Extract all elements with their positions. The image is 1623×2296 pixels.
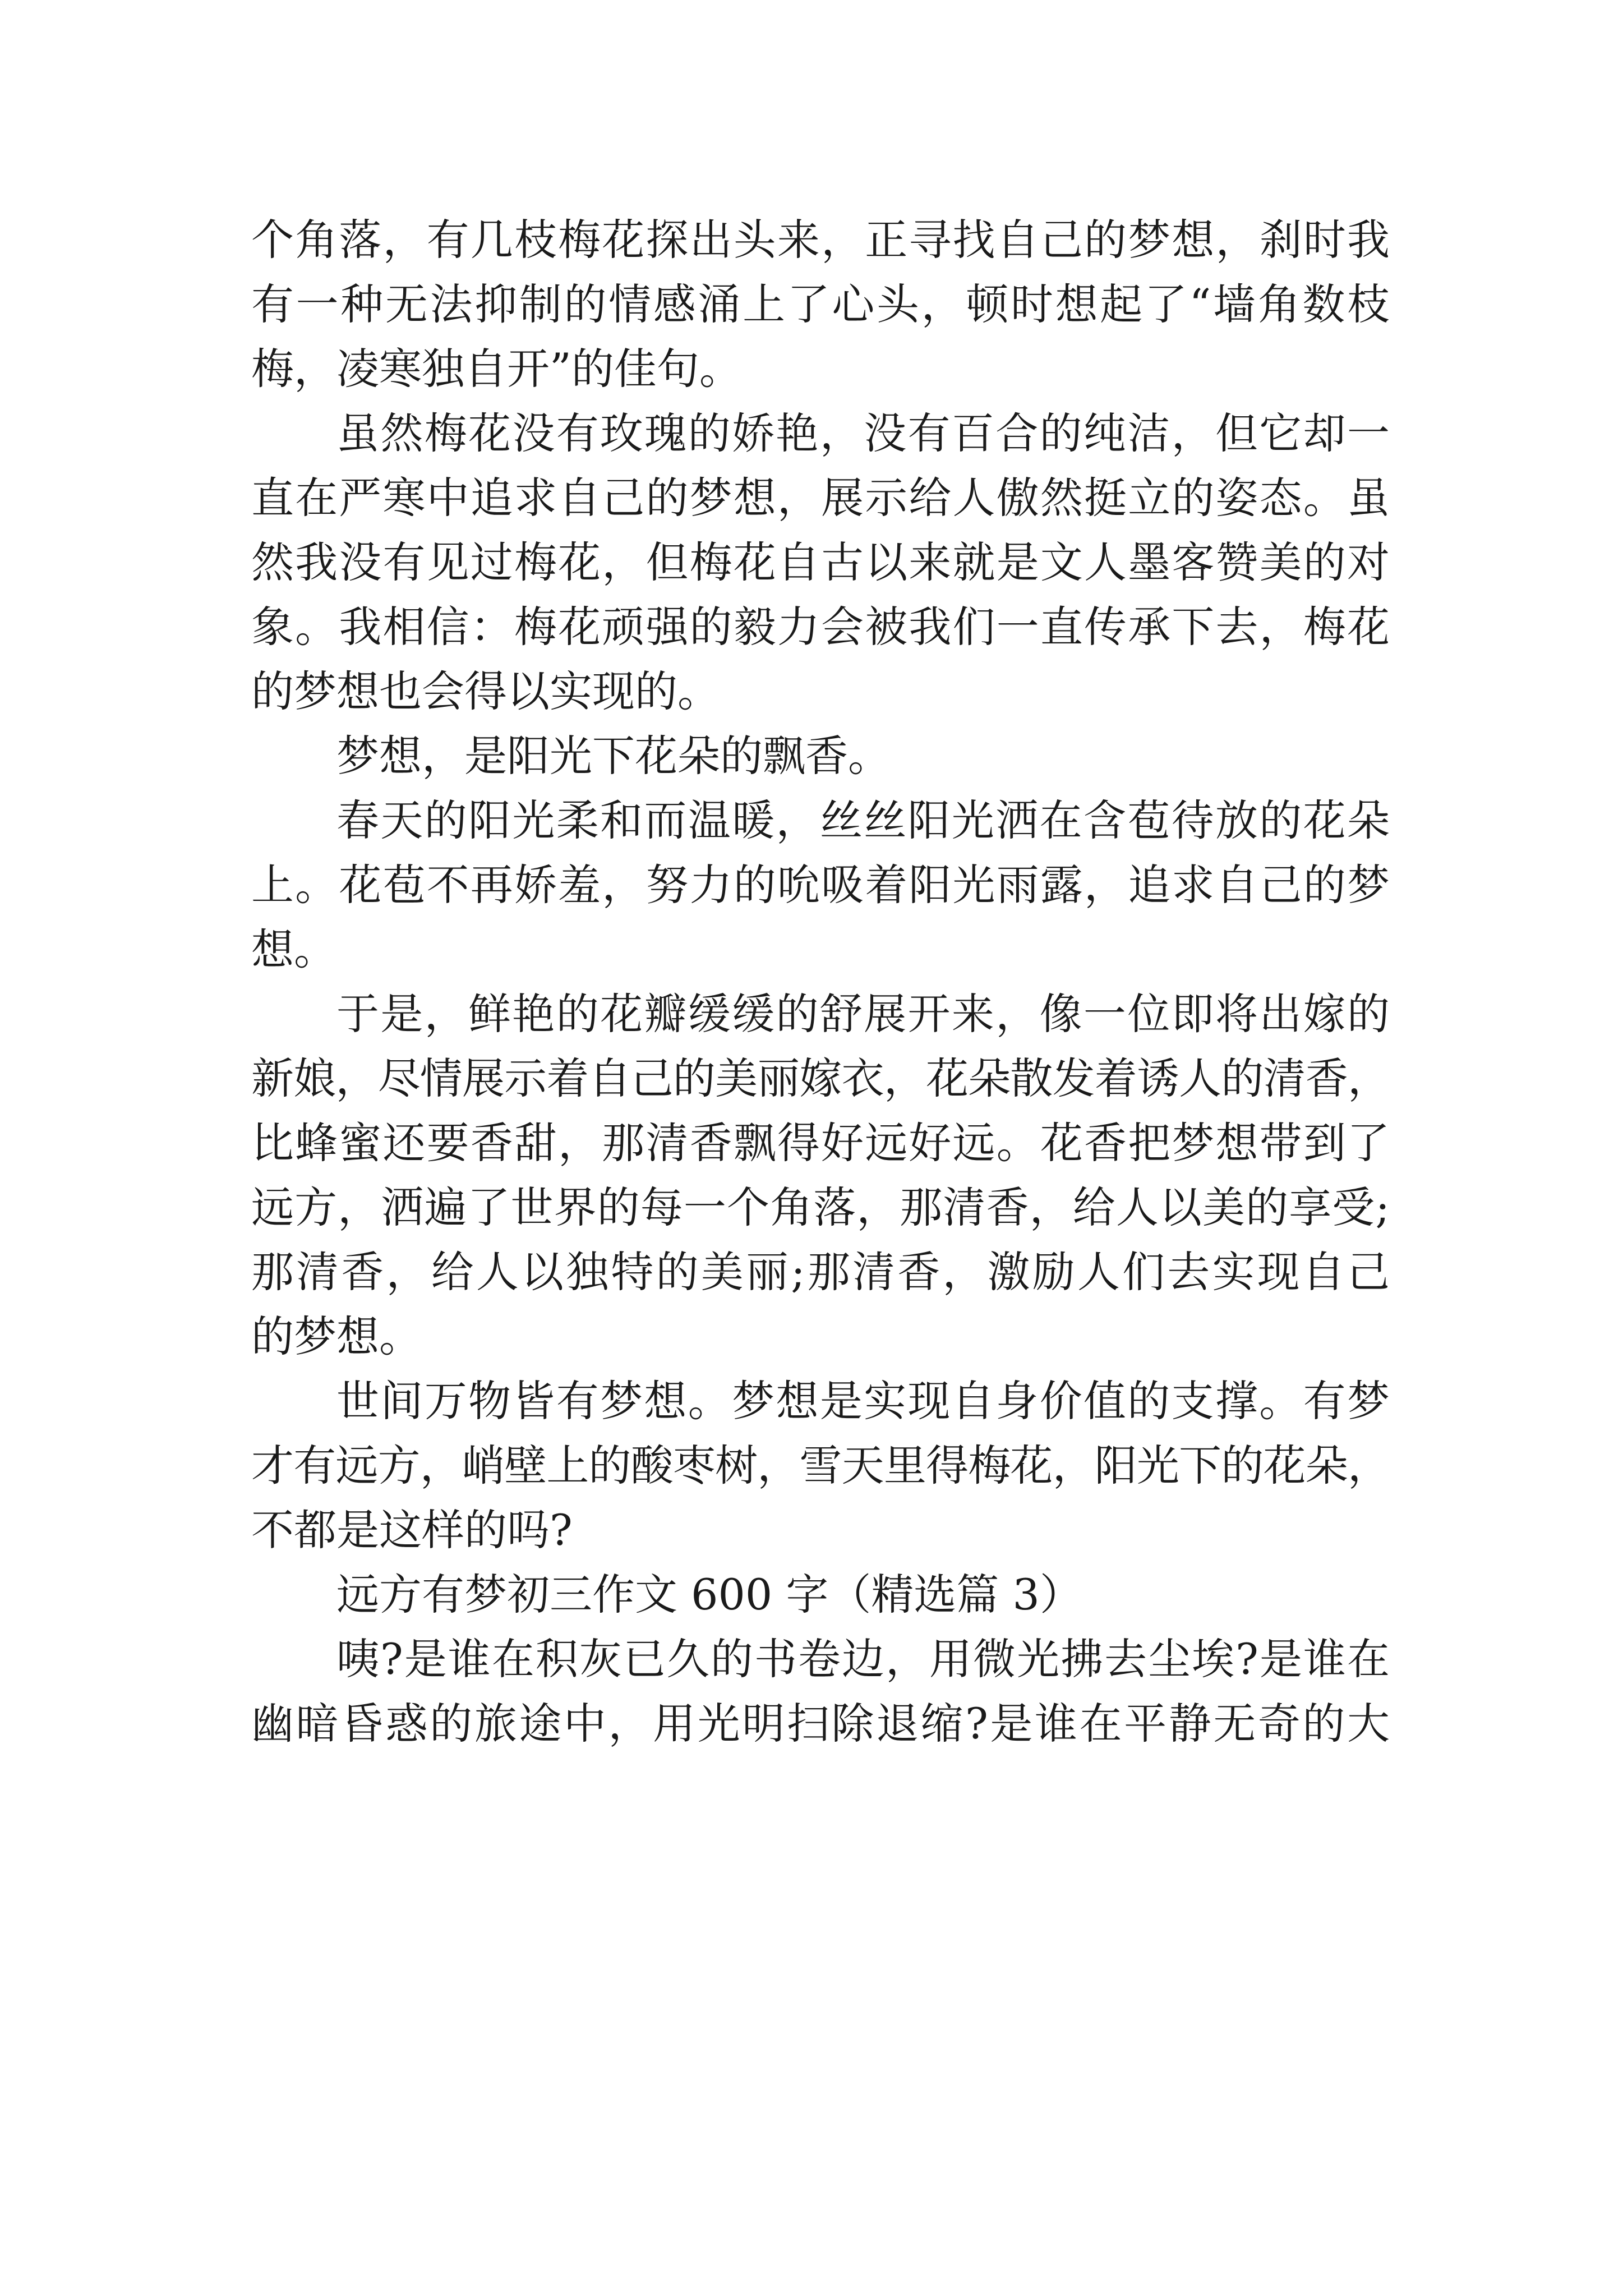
text-line: 幽暗昏惑的旅途中，用光明扫除退缩?是谁在平静无奇的大 — [251, 1699, 1390, 1749]
text-line: 想。 — [251, 924, 336, 974]
text-line: 梅，凌寒独自开”的佳句。 — [251, 344, 742, 394]
paragraph-6 — [251, 1369, 1390, 1562]
text-line: 咦?是谁在积灰已久的书卷边，用微光拂去尘埃?是谁在 — [336, 1634, 1390, 1684]
text-line: 世间万物皆有梦想。梦想是实现自身价值的支撑。有梦 — [336, 1376, 1390, 1426]
text-line: 有一种无法抑制的情感涌上了心头，顿时想起了“墙角数枝 — [251, 279, 1390, 329]
paragraph-2 — [251, 401, 1390, 724]
text-line: 然我没有见过梅花，但梅花自古以来就是文人墨客赞美的对 — [251, 537, 1390, 587]
paragraph-7 — [251, 1627, 1390, 1756]
text-line: 新娘，尽情展示着自己的美丽嫁衣，花朵散发着诱人的清香， — [251, 1053, 1390, 1103]
text-line: 虽然梅花没有玫瑰的娇艳，没有百合的纯洁，但它却一 — [336, 408, 1390, 458]
paragraph-4 — [251, 788, 1390, 982]
text-line: 不都是这样的吗? — [251, 1505, 573, 1555]
text-line: 比蜂蜜还要香甜，那清香飘得好远好远。花香把梦想带到了 — [251, 1118, 1390, 1168]
paragraph-3 — [251, 724, 1390, 788]
text-line: 远方，洒遍了世界的每一个角落，那清香，给人以美的享受; — [251, 1182, 1390, 1232]
text-line: 那清香，给人以独特的美丽;那清香，激励人们去实现自己 — [251, 1247, 1390, 1297]
text-line: 直在严寒中追求自己的梦想，展示给人傲然挺立的姿态。虽 — [251, 473, 1390, 523]
text-line: 春天的阳光柔和而温暖，丝丝阳光洒在含苞待放的花朵 — [336, 795, 1390, 845]
text-line: 梦想，是阳光下花朵的飘香。 — [336, 731, 891, 781]
text-line: 上。花苞不再娇羞，努力的吮吸着阳光雨露，追求自己的梦 — [251, 860, 1390, 910]
section-heading: 远方有梦初三作文 600 字（精选篇 3） — [336, 1570, 1082, 1619]
text-line: 才有远方，峭壁上的酸枣树，雪天里得梅花，阳光下的花朵， — [251, 1441, 1390, 1490]
paragraph-5 — [251, 982, 1390, 1369]
paragraph-1 — [251, 208, 1390, 401]
text-line: 于是，鲜艳的花瓣缓缓的舒展开来，像一位即将出嫁的 — [336, 989, 1390, 1039]
text-line: 象。我相信：梅花顽强的毅力会被我们一直传承下去，梅花 — [251, 602, 1390, 652]
text-line: 个角落，有几枝梅花探出头来，正寻找自己的梦想，刹时我 — [251, 215, 1390, 265]
document-body — [251, 208, 1390, 1756]
text-line: 的梦想。 — [251, 1312, 422, 1361]
text-line: 的梦想也会得以实现的。 — [251, 666, 720, 716]
